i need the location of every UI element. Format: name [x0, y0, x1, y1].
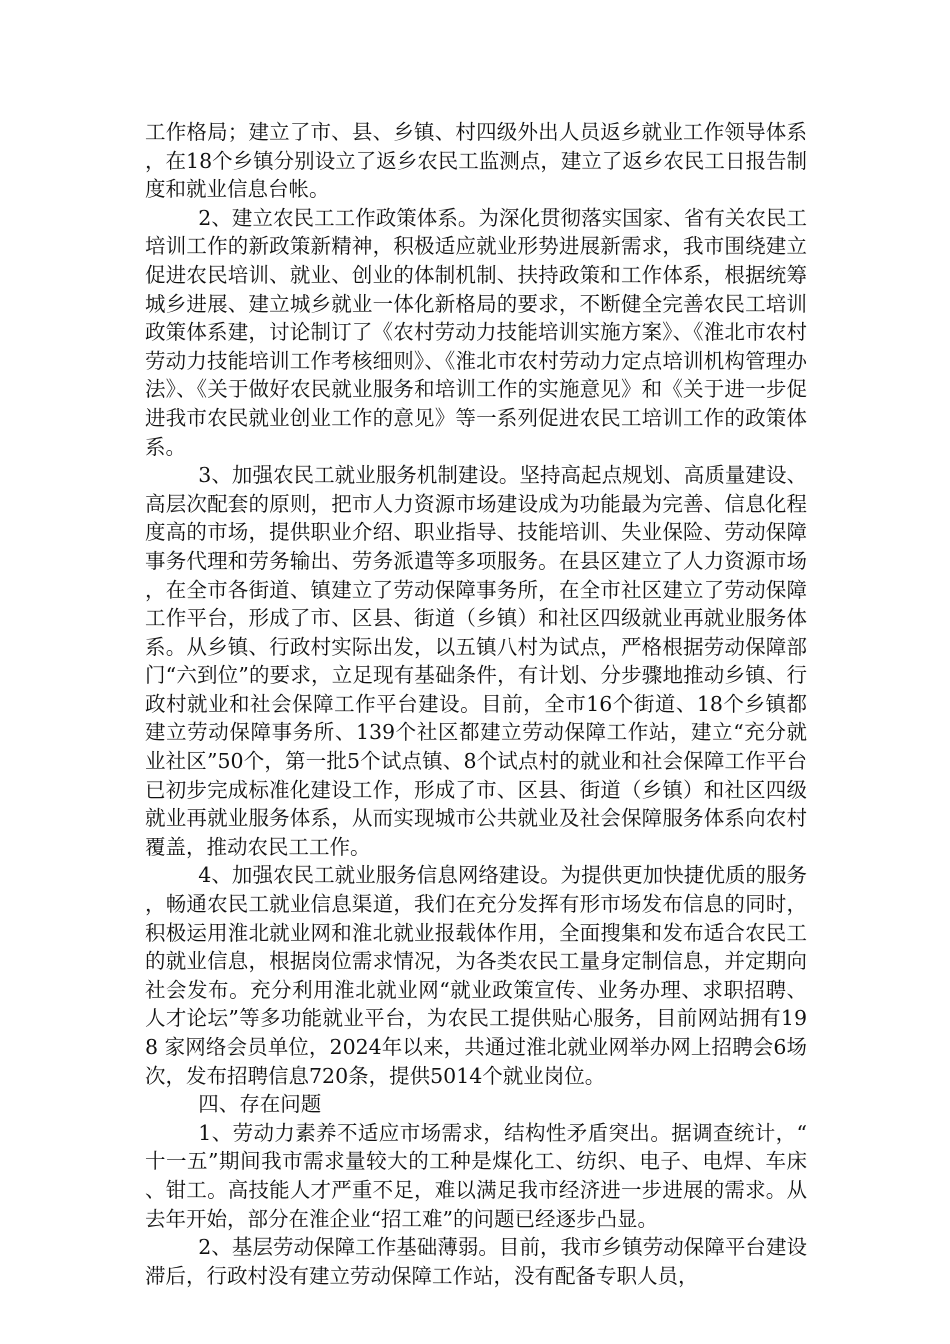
paragraph-continuation: 工作格局；建立了市、县、乡镇、村四级外出人员返乡就业工作领导体系，在18个乡镇分别设立了返乡农民工监测点，建立了返乡农民工日报告制度和就业信息台帐。	[145, 120, 807, 202]
paragraph-info-network: 4、加强农民工就业服务信息网络建设。为提供更加快捷优质的服务，畅通农民工就业信息渠道，我们在充分发挥有形市场发布信息的同时，积极运用淮北就业网和淮北就业报载体作用，全面搜集和发布适合农民工的就业信息，根据岗位需求情况，为各类农民工量身定制信息，并定期向社会发布。充分利用淮北就业网“就业政策宣传、业务办理、求职招聘、人才论坛”等多功能就业平台，为农民工提供贴心服务，目前网站拥有198 家网络会员单位，2024年以来，共通过淮北就业网举办网上招聘会6场次，发布招聘信息720条，提供5014个就业岗位。	[145, 863, 807, 1088]
section-heading-problems: 四、存在问题	[198, 1092, 322, 1117]
paragraph-service-mechanism: 3、加强农民工就业服务机制建设。坚持高起点规划、高质量建设、高层次配套的原则，把市人力资源市场建设成为功能最为完善、信息化程度高的市场，提供职业介绍、职业指导、技能培训、失业保险、劳动保障事务代理和劳务输出、劳务派遣等多项服务。在县区建立了人力资源市场，在全市各街道、镇建立了劳动保障事务所，在全市社区建立了劳动保障工作平台，形成了市、区县、街道（乡镇）和社区四级就业再就业服务体系。从乡镇、行政村实际出发，以五镇八村为试点，严格根据劳动保障部门“六到位”的要求，立足现有基础条件，有计划、分步骤地推动乡镇、行政村就业和社会保障工作平台建设。目前，全市16个街道、18个乡镇都建立劳动保障事务所、139个社区都建立劳动保障工作站，建立“充分就业社区”50个，第一批5个试点镇、8个试点村的就业和社会保障工作平台已初步完成标准化建设工作，形成了市、区县、街道（乡镇）和社区四级就业再就业服务体系，从而实现城市公共就业及社会保障服务体系向农村覆盖，推动农民工工作。	[145, 463, 807, 859]
paragraph-grassroots-weakness: 2、基层劳动保障工作基础薄弱。目前，我市乡镇劳动保障平台建设滞后，行政村没有建立劳动保障工作站，没有配备专职人员，	[145, 1235, 807, 1288]
paragraph-policy-system: 2、建立农民工工作政策体系。为深化贯彻落实国家、省有关农民工培训工作的新政策新精神，积极适应就业形势进展新需求，我市围绕建立促进农民培训、就业、创业的体制机制、扶持政策和工作体系，根据统筹城乡进展、建立城乡就业一体化新格局的要求，不断健全完善农民工培训政策体系建，讨论制订了《农村劳动力技能培训实施方案》、《淮北市农村劳动力技能培训工作考核细则》、《淮北市农村劳动力定点培训机构管理办法》、《关于做好农民就业服务和培训工作的实施意见》和《关于进一步促进我市农民就业创业工作的意见》等一系列促进农民工培训工作的政策体系。	[145, 205, 807, 459]
paragraph-labor-quality: 1、劳动力素养不适应市场需求，结构性矛盾突出。据调查统计，“十一五”期间我市需求量较大的工种是煤化工、纺织、电子、电焊、车床、钳工。高技能人才严重不足，难以满足我市经济进一步进展的需求。从去年开始，部分在淮企业“招工难”的问题已经逐步凸显。	[145, 1120, 807, 1231]
document-body	[145, 118, 807, 1290]
